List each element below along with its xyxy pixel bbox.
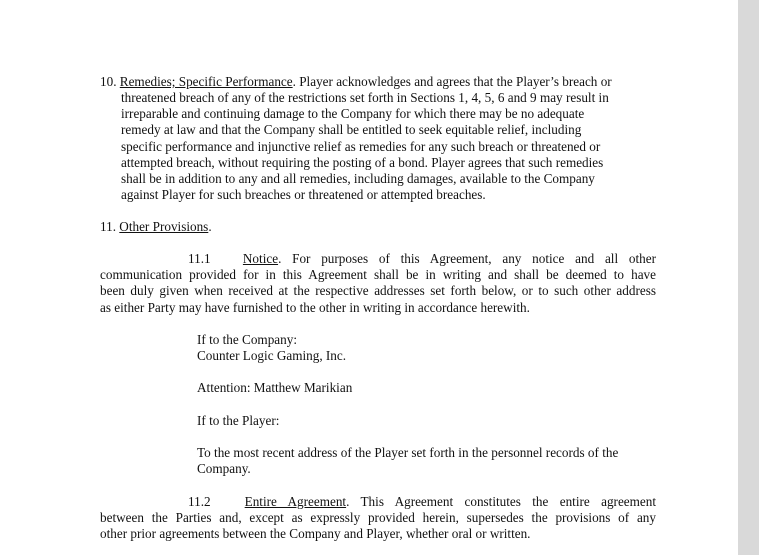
section-11-2-paragraph <box>100 494 656 543</box>
section-10-line-8: against Player for such breaches or threatened or attempted breaches. <box>121 187 486 203</box>
player-address-line-1: To the most recent address of the Player set forth in the personnel records of the <box>197 444 619 460</box>
section-11-1-lead: . For purposes of this Agreement, any notice and all other <box>278 251 657 266</box>
section-10-line-5: specific performance and injunctive relief as remedies for any such breach or threatened or <box>121 138 601 154</box>
section-10-line-4: remedy at law and that the Company shall be entitled to seek equitable relief, including <box>121 122 582 138</box>
section-11-title-suffix: . <box>208 219 212 234</box>
section-11-2-lead: . This Agreement constitutes the entire agreement <box>346 494 657 509</box>
section-10-line-6: attempted breach, without requiring the posting of a bond. Player agrees that such remedies <box>121 154 604 170</box>
section-10-line-2: threatened breach of any of the restrictions set forth in Sections 1, 4, 5, 6 and 9 may result in <box>121 90 609 105</box>
section-11-heading <box>100 219 212 235</box>
section-11-1-line-4: as either Party may have furnished to the other in writing in accordance herewith. <box>100 299 530 315</box>
player-address-line-2: Company. <box>197 461 251 477</box>
section-11-number: 11. <box>100 219 116 234</box>
section-11-2-line-2: between the Parties and, except as expressly provided herein, supersedes the provisions of any <box>100 510 656 526</box>
section-11-2-line-3: other prior agreements between the Company and Player, whether oral or written. <box>100 526 531 542</box>
section-10-body <box>121 90 661 203</box>
section-11-1-paragraph <box>100 251 656 316</box>
attention-line: Attention: Matthew Marikian <box>197 380 353 396</box>
section-10-heading-line <box>100 74 612 90</box>
section-11-2-number: 11.2 <box>188 494 211 509</box>
section-11-2-first-line <box>100 494 656 510</box>
section-11-1-line-3: been duly given when received at the respective addresses set forth below, or to such other address <box>100 283 656 299</box>
viewer-background <box>738 0 759 555</box>
section-10-line-3: irreparable and continuing damage to the Company for which there may be no adequate <box>121 106 585 122</box>
section-10-line-7: shall be in addition to any and all remedies, including damages, available to the Company <box>121 171 595 187</box>
section-11-2-title: Entire Agreement <box>244 494 347 509</box>
section-11-title: Other Provisions <box>119 219 209 234</box>
section-11-1-title: Notice <box>242 251 279 266</box>
section-10-number: 10. <box>100 74 117 89</box>
section-10-line-1: . Player acknowledges and agrees that the Player’s breach or <box>292 74 612 89</box>
notice-addresses <box>197 332 657 477</box>
player-label: If to the Player: <box>197 412 280 428</box>
company-name: Counter Logic Gaming, Inc. <box>197 348 347 364</box>
company-label: If to the Company: <box>197 332 297 347</box>
section-10-title: Remedies; Specific Performance <box>119 74 293 89</box>
section-11-1-number: 11.1 <box>188 251 211 266</box>
section-11-1-first-line <box>100 251 656 267</box>
section-11-1-line-2: communication provided for in this Agreement shall be in writing and shall be deemed to have <box>100 267 656 283</box>
